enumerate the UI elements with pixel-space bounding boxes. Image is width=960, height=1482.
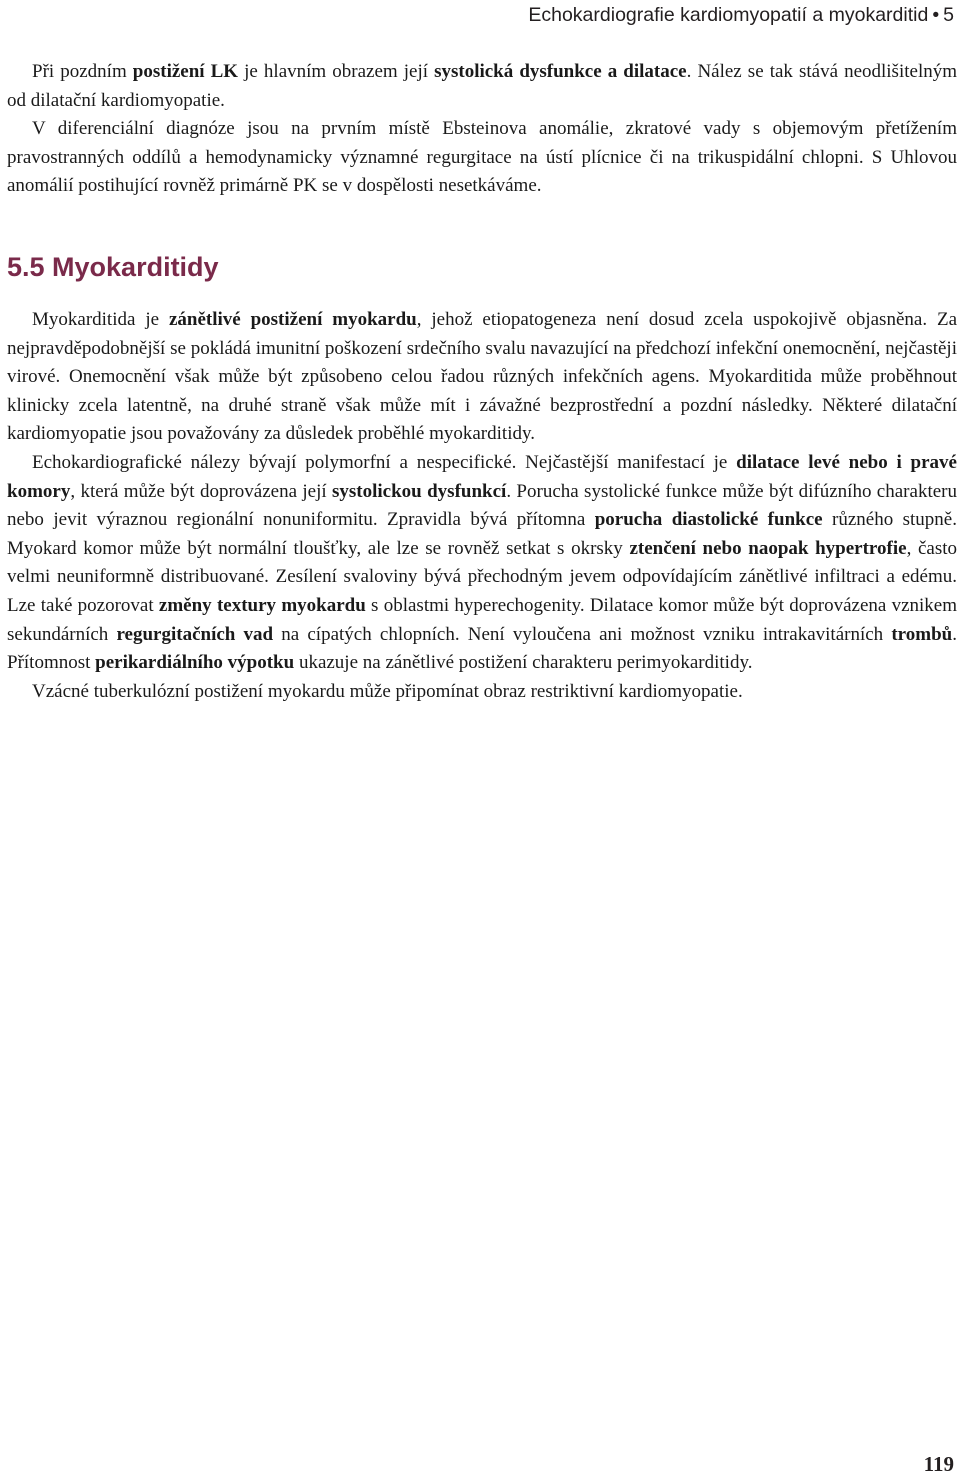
bold-term: dilatace levé nebo i pravé komory [7, 451, 957, 502]
bold-term: trombů [891, 623, 953, 645]
text-run: Při pozdním [32, 61, 133, 82]
bold-term: zánětlivé postižení myokardu [168, 308, 417, 330]
text-run: V diferenciální diagnóze jsou na prvním místě Ebsteinova anomálie, zkratové vady s objemovým přetížením pravostranných oddílů a hemodynamicky významné regurgitace na ústí plícnice či na trikuspidální chlopni. S Uhlovou anomálií postihující rovněž primárně PK se v dospělosti nesetkáváme. [7, 118, 957, 197]
chapter-number: 5 [943, 4, 954, 26]
bold-term: postižení LK [132, 61, 239, 82]
page-number: 119 [923, 1452, 954, 1476]
text-run: Myokarditida je [32, 308, 169, 330]
bold-term: změny textury myokardu [158, 594, 366, 616]
bold-term: systolická dysfunkce a dilatace [434, 61, 687, 82]
text-run: . Porucha systolické funkce může být difúzního charakteru nebo jevit výraznou regionální nonuniformitu. Zpravidla bývá přítomna [7, 480, 957, 531]
text-run: s oblastmi hyperechogenity. Dilatace komor může být doprovázena vznikem sekundárních [7, 594, 958, 645]
page-body [7, 58, 957, 706]
paragraph-echo-findings [7, 449, 957, 678]
running-header [528, 4, 954, 27]
section-heading: 5.5 Myokarditidy [7, 251, 219, 282]
paragraph-late-lv-involvement [7, 58, 957, 115]
header-bullet: • [932, 4, 940, 26]
paragraph-differential-diagnosis [7, 115, 957, 201]
bold-term: systolickou dysfunkcí [332, 480, 507, 502]
text-run: . Nález se tak stává neodlišitelným od dilatační kardiomyopatie. [7, 61, 958, 111]
text-run: . Přítomnost [7, 623, 957, 674]
bold-term: porucha diastolické funkce [594, 509, 823, 531]
paragraph-myocarditis-definition [7, 306, 957, 449]
bold-term: ztenčení nebo naopak hypertrofie [629, 537, 907, 559]
text-run: různého stupně. Myokard komor může být normální tloušťky, ale lze se rovněž setkat s okrsky [7, 509, 957, 559]
text-run: , často velmi neuniformně distribuované. Zesílení svaloviny bývá přechodným jevem odpovídajícím zánětlivé infiltraci a edému. Lze také pozorovat [7, 537, 957, 616]
text-run: Echokardiografické nálezy bývají polymorfní a nespecifické. Nejčastější manifestací je [32, 451, 737, 473]
paragraph-tuberculous-involvement [7, 678, 957, 707]
text-run: je hlavním obrazem její [238, 61, 435, 82]
text-run: , která může být doprovázena její [70, 480, 332, 502]
text-run: , jehož etiopatogeneza není dosud zcela uspokojivě objasněna. Za nejpravděpodobnější se pokládá imunitní poškození srdečního svalu navazující na předchozí infekční onemocnění, nejčastěji virové. Onemocnění však může být způsobeno celou řadou různých infekčních agens. Myokarditida může proběhnout klinicky zcela latentně, na druhé straně však může mít i závažné bezprostřední a pozdní následky. Některé dilatační kardiomyopatie jsou považovány za důsledek proběhlé myokarditidy. [7, 308, 958, 445]
running-title: Echokardiografie kardiomyopatií a myokarditid [528, 4, 929, 26]
text-run: ukazuje na zánětlivé postižení charakteru perimyokarditidy. [294, 652, 753, 674]
bold-term: perikardiálního výpotku [95, 652, 295, 674]
text-run: Vzácné tuberkulózní postižení myokardu může připomínat obraz restriktivní kardiomyopatie. [32, 680, 743, 702]
text-run: na cípatých chlopních. Není vyloučena ani možnost vzniku intrakavitárních [273, 623, 892, 645]
bold-term: regurgitačních vad [116, 623, 274, 645]
